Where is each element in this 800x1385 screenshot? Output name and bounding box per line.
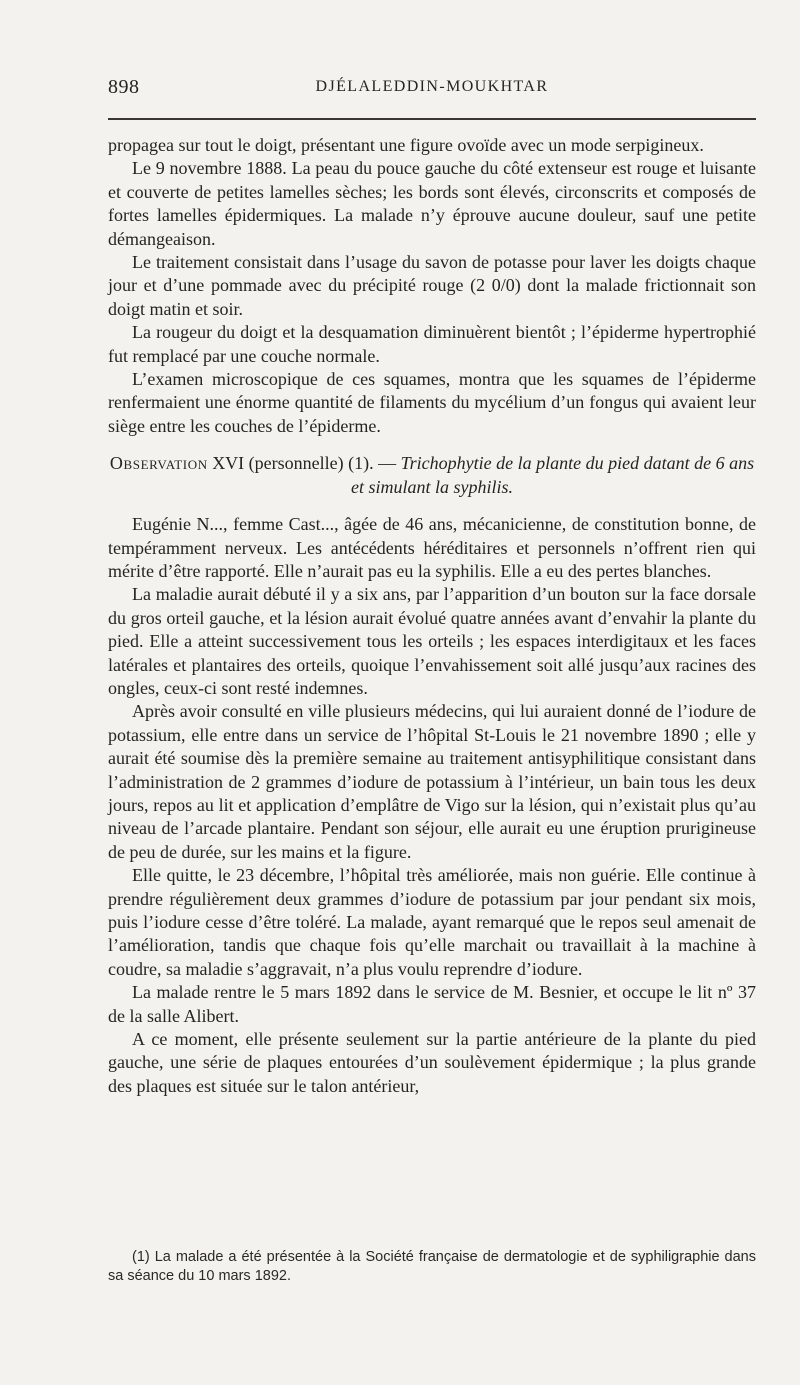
paragraph: La malade rentre le 5 mars 1892 dans le service de M. Besnier, et occupe le lit nº 37 de la salle Alibert. xyxy=(108,982,756,1026)
paragraph: A ce moment, elle présente seulement sur la partie antérieure de la plante du pied gauche, une série de plaques entourées d’un soulèvement épidermique ; la plus grande des plaques est située sur le talon antérieur, xyxy=(108,1029,756,1096)
footnote: (1) La malade a été présentée à la Société française de dermatologie et de syphiligraphie dans sa séance du 10 mars 1892. xyxy=(108,1249,756,1284)
observation-label: Observation xyxy=(109,453,208,474)
observation-title: Trichophytie de la plante du pied datant de 6 ans et simulant la syphilis. xyxy=(351,453,755,497)
paragraph: La rougeur du doigt et la desquamation diminuèrent bientôt ; l’épiderme hypertrophié fut remplacé par une couche normale. xyxy=(108,322,756,366)
paragraph: La maladie aurait débuté il y a six ans, par l’apparition d’un bouton sur la face dorsale du gros orteil gauche, et la lésion aurait évolué quatre années avant d’envahir la plante du pied. Elle a atteint successivement tous les orteils ; les espaces interdigitaux et les faces latérales et plantaires des orteils, quoique l’envahissement soit allé jusqu’aux racines des ongles, ceux-ci sont resté indemnes. xyxy=(108,584,756,698)
paragraph: Elle quitte, le 23 décembre, l’hôpital très améliorée, mais non guérie. Elle continue à prendre régulièrement deux grammes d’iodure de potassium par jour pendant six mois, puis l’iodure cesse d’être toléré. La malade, ayant remarqué que le repos seul amenait de l’amélioration, tandis que chaque fois qu’elle marchait ou travaillait à la machine à coudre, sa maladie s’aggravait, n’a plus voulu reprendre d’iodure. xyxy=(108,865,756,979)
main-text xyxy=(108,134,756,1098)
paragraph: Le 9 novembre 1888. La peau du pouce gauche du côté extenseur est rouge et luisante et couverte de petites lamelles sèches; les bords sont élevés, circonscrits et composés de fortes lamelles épidermiques. La malade n’y éprouve aucune douleur, sauf une petite démangeaison. xyxy=(108,158,756,249)
header-rule xyxy=(108,118,756,120)
paragraph: propagea sur tout le doigt, présentant une figure ovoïde avec un mode serpigineux. xyxy=(108,135,704,155)
observation-number: XVI (personnelle) (1). — xyxy=(212,453,397,474)
page-number: 898 xyxy=(108,76,140,98)
running-title: DJÉLALEDDIN-MOUKHTAR xyxy=(315,78,549,95)
observation-heading xyxy=(108,452,756,499)
paragraph: Après avoir consulté en ville plusieurs médecins, qui lui auraient donné de l’iodure de potassium, elle entre dans un service de l’hôpital St-Louis le 21 novembre 1890 ; elle y aurait été soumise dès la première semaine au traitement antisyphilitique consistant dans l’administration de 2 grammes d’iodure de potassium à l’intérieur, un bain tous les deux jours, repos au lit et application d’emplâtre de Vigo sur la lésion, qui n’existait plus qu’au niveau de l’arcade plantaire. Pendant son séjour, elle aurait eu une éruption prurigineuse de peu de durée, sur les mains et la figure. xyxy=(108,701,756,862)
paragraph: Eugénie N..., femme Cast..., âgée de 46 ans, mécanicienne, de constitution bonne, de tempéramment nerveux. Les antécédents héréditaires et personnels n’offrent rien qui mérite d’être rapporté. Elle n’aurait pas eu la syphilis. Elle a eu des pertes blanches. xyxy=(108,514,756,581)
paragraph: Le traitement consistait dans l’usage du savon de potasse pour laver les doigts chaque jour et d’une pommade avec du précipité rouge (2 0/0) dont la malade frictionnait son doigt matin et soir. xyxy=(108,252,756,319)
paragraph: L’examen microscopique de ces squames, montra que les squames de l’épiderme renfermaient une énorme quantité de filaments du mycélium d’un fongus qui avaient leur siège entre les couches de l’épiderme. xyxy=(108,369,756,436)
page-header xyxy=(108,76,756,100)
